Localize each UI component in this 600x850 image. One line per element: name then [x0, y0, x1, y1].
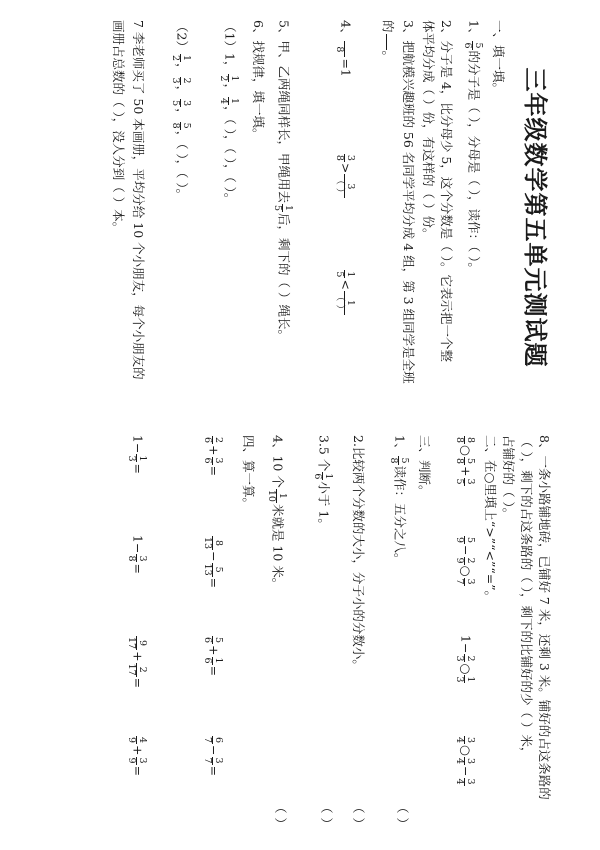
judge-item-1: 1、 5 8 读作：五分之八。 （ ） [388, 435, 410, 830]
calc-item: 4 9 + 3 9 = [126, 737, 148, 777]
compare-circle[interactable]: ○ [458, 445, 474, 456]
section-heading-compare: 二、在○里填上“>”“<”“=”。 [483, 435, 498, 604]
question-8-line-1: 8、一条小路铺地砖，已铺好 7 米，还剩 3 米。铺好的占这条路的 [537, 435, 552, 800]
calc-row-2 [117, 435, 147, 830]
answer-fraction-blank[interactable] [377, 34, 397, 50]
question-3-line-1: 3、把航模兴趣班的 56 名同学平均分成 4 组，第 3 组同学是全班 [401, 20, 416, 384]
question-8-line-2: （ ），剩下的占这条路的（ ），剩下的比铺好的少（ ）米， [519, 435, 534, 760]
fraction: 3 （ ） [334, 175, 356, 198]
fraction: 1 4 [218, 97, 240, 105]
compare-item: 8 8 ○ 5 8 + 3 5 [454, 437, 476, 485]
judge-answer-blank[interactable]: （ ） [273, 801, 288, 830]
calc-item: 5 6 + 1 6 = [202, 637, 224, 677]
fraction: 1 2 [218, 75, 240, 82]
right-column [45, 435, 555, 830]
section-heading-judge: 三、判断。 [417, 435, 432, 498]
section-heading-fill: 一、填一填。 [491, 20, 506, 96]
compare-row [445, 435, 475, 830]
question-5: 5、甲、乙两绳同样长，甲绳用去 1 5 后，剩下的（ ）绳长。 [272, 20, 294, 342]
compare-item: 1− 2 3 ○ 1 3 [454, 635, 476, 683]
fraction: 1 2 [170, 54, 192, 61]
compare-circle[interactable]: ○ [458, 663, 474, 675]
question-7-line-1: 7 李老师买了 50 本画册，平均分给 10 个小朋友，每个小朋友的 [131, 20, 146, 380]
calc-row-1 [193, 435, 223, 830]
answer-fraction-blank[interactable]: 8 [335, 41, 355, 57]
question-number: 1、 [466, 20, 482, 41]
compare-item: 5 9 − 2 9 ○ 3 7 [454, 537, 476, 585]
calc-item: 6 7 − 3 7 = [202, 737, 224, 777]
judge-item-3: 3.5 个 1 6 小于 1。 （ ） [312, 435, 334, 830]
question-8-line-3: 占铺好的（ ）。 [501, 435, 516, 521]
judge-item-4: 4、10 个 1 10 米就是 10 米。 （ ） [266, 435, 288, 830]
fraction: 1 （ ） [334, 291, 356, 314]
question-2-line-2: 体平均分成（ ）份，有这样的（ ）份。 [421, 20, 436, 241]
left-column [45, 20, 555, 415]
judge-answer-blank[interactable]: （ ） [319, 801, 334, 830]
fraction: 2 3 [170, 77, 192, 84]
question-1 [463, 20, 483, 415]
question-2-line-1: 2、分子是 4，比分母少 5，这个分数是（ ）。它表示把一个整 [439, 20, 454, 363]
compare-item: 3 4 ○ 3 4 − 3 4 [454, 737, 476, 785]
question-7-line-2: 画册占总数的（ ），没人分到（ ）本。 [111, 20, 126, 235]
question-3-line-2: 的 。 [377, 20, 397, 415]
calc-item: 8 13 − 5 13 = [202, 537, 224, 589]
question-6-part-2: （2） 1 2 ， 2 3 ， 3 5 ， 5 8 ，（ ），（ ）。 [170, 20, 192, 202]
page-title: 三年级数学第五单元测试题 [521, 67, 550, 368]
section-heading-calc: 四、算一算。 [241, 435, 256, 511]
fraction: 3 5 [170, 100, 192, 107]
fraction: 5 6 [462, 42, 484, 49]
question-6-part-1: （1）1， 1 2 ， 1 4 ，（ ），（ ），（ ）。 [218, 20, 240, 206]
judge-answer-blank[interactable]: （ ） [351, 801, 366, 830]
compare-circle[interactable]: ○ [458, 565, 474, 577]
calc-item: 1− 1 3 = [126, 435, 148, 474]
worksheet-page [45, 20, 555, 830]
question-6: 6、找规律，填一填。 [251, 20, 266, 141]
calc-item: 2 6 + 3 6 = [202, 437, 224, 477]
fraction: 1 5 [334, 271, 356, 278]
question-4: 4、 8 =1 3 8 > 3 （ ） 1 5 < 1 （ ） [334, 20, 356, 314]
question-text: 的分子是（ ），分母是（ ），读作：（ ）。 [466, 50, 482, 275]
fraction: 5 8 [170, 122, 192, 129]
judge-item-2: 2.比较两个分数的大小，分子小的分数小。 （ ） [351, 435, 366, 830]
compare-circle[interactable]: ○ [458, 745, 474, 756]
fraction: 3 8 [334, 154, 356, 161]
calc-item: 1− 3 8 = [126, 535, 148, 574]
judge-answer-blank[interactable]: （ ） [395, 801, 410, 830]
fraction: 1 5 [272, 204, 294, 212]
calc-item: 9 17 + 2 17 = [126, 637, 148, 689]
